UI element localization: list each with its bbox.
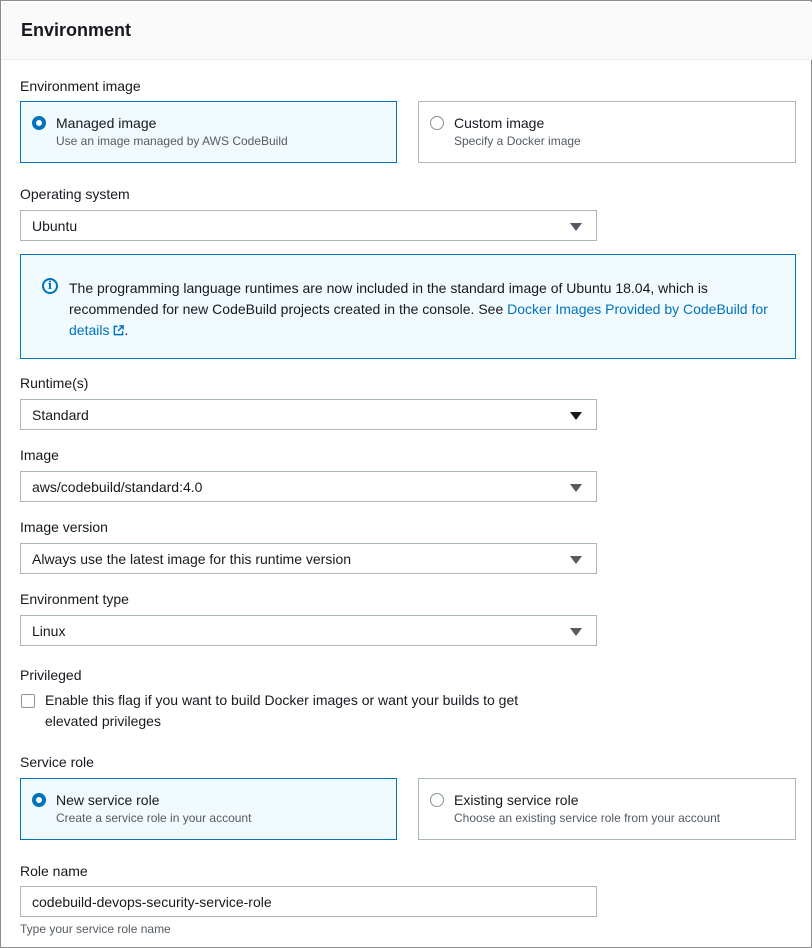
runtime-label: Runtime(s) xyxy=(20,375,89,391)
image-select[interactable] xyxy=(20,471,597,502)
operating-system-value: Ubuntu xyxy=(32,218,78,234)
custom-image-title: Custom image xyxy=(454,115,545,131)
new-service-role-radio[interactable] xyxy=(32,793,46,807)
new-service-role-tile[interactable] xyxy=(20,778,397,840)
custom-image-description: Specify a Docker image xyxy=(454,134,581,148)
existing-service-role-tile[interactable] xyxy=(418,778,796,840)
existing-service-role-description: Choose an existing service role from your account xyxy=(454,811,721,825)
caret-down-icon xyxy=(570,628,582,636)
caret-down-icon xyxy=(570,412,582,420)
operating-system-select[interactable] xyxy=(20,210,597,241)
external-link-icon xyxy=(113,325,124,336)
managed-image-description: Use an image managed by AWS CodeBuild xyxy=(56,134,288,148)
image-version-value: Always use the latest image for this runtime version xyxy=(32,551,352,567)
new-service-role-description: Create a service role in your account xyxy=(56,811,252,825)
environment-image-label: Environment image xyxy=(20,78,141,94)
role-name-value[interactable]: codebuild-devops-security-service-role xyxy=(32,894,272,910)
managed-image-radio[interactable] xyxy=(32,116,46,130)
image-label: Image xyxy=(20,447,59,463)
operating-system-label: Operating system xyxy=(20,186,130,202)
role-name-label: Role name xyxy=(20,863,88,879)
new-service-role-title: New service role xyxy=(56,792,160,808)
existing-service-role-radio[interactable] xyxy=(430,793,444,807)
managed-image-tile[interactable] xyxy=(20,101,397,163)
info-alert-body: The programming language runtimes are now included in the standard image of Ubuntu 18.04, which is recommended for new CodeBuild projects created in the console. See xyxy=(69,280,708,317)
environment-type-label: Environment type xyxy=(20,591,129,607)
custom-image-tile[interactable] xyxy=(418,101,796,163)
info-icon: i xyxy=(42,278,58,294)
section-title: Environment xyxy=(21,20,132,40)
runtime-select[interactable] xyxy=(20,399,597,430)
environment-type-select[interactable] xyxy=(20,615,597,646)
managed-image-title: Managed image xyxy=(56,115,157,131)
custom-image-radio[interactable] xyxy=(430,116,444,130)
environment-type-value: Linux xyxy=(32,623,66,639)
image-version-select[interactable] xyxy=(20,543,597,574)
service-role-label: Service role xyxy=(20,754,94,770)
info-alert xyxy=(20,254,796,359)
privileged-checkbox[interactable] xyxy=(21,694,35,708)
runtime-value: Standard xyxy=(32,407,89,423)
role-name-hint: Type your service role name xyxy=(20,922,171,936)
info-alert-end: . xyxy=(124,322,129,338)
info-alert-text xyxy=(69,278,787,341)
privileged-label: Privileged xyxy=(20,667,82,683)
existing-service-role-title: Existing service role xyxy=(454,792,579,808)
caret-down-icon xyxy=(570,556,582,564)
image-version-label: Image version xyxy=(20,519,108,535)
caret-down-icon xyxy=(570,223,582,231)
docker-images-link-text[interactable]: Docker Images Provided by CodeBuild for details xyxy=(69,301,768,338)
role-name-input[interactable] xyxy=(20,886,597,917)
image-value: aws/codebuild/standard:4.0 xyxy=(32,479,203,495)
caret-down-icon xyxy=(570,484,582,492)
section-header xyxy=(2,2,812,60)
privileged-checkbox-label[interactable]: Enable this flag if you want to build Docker images or want your builds to get elevated privileges xyxy=(45,692,519,729)
